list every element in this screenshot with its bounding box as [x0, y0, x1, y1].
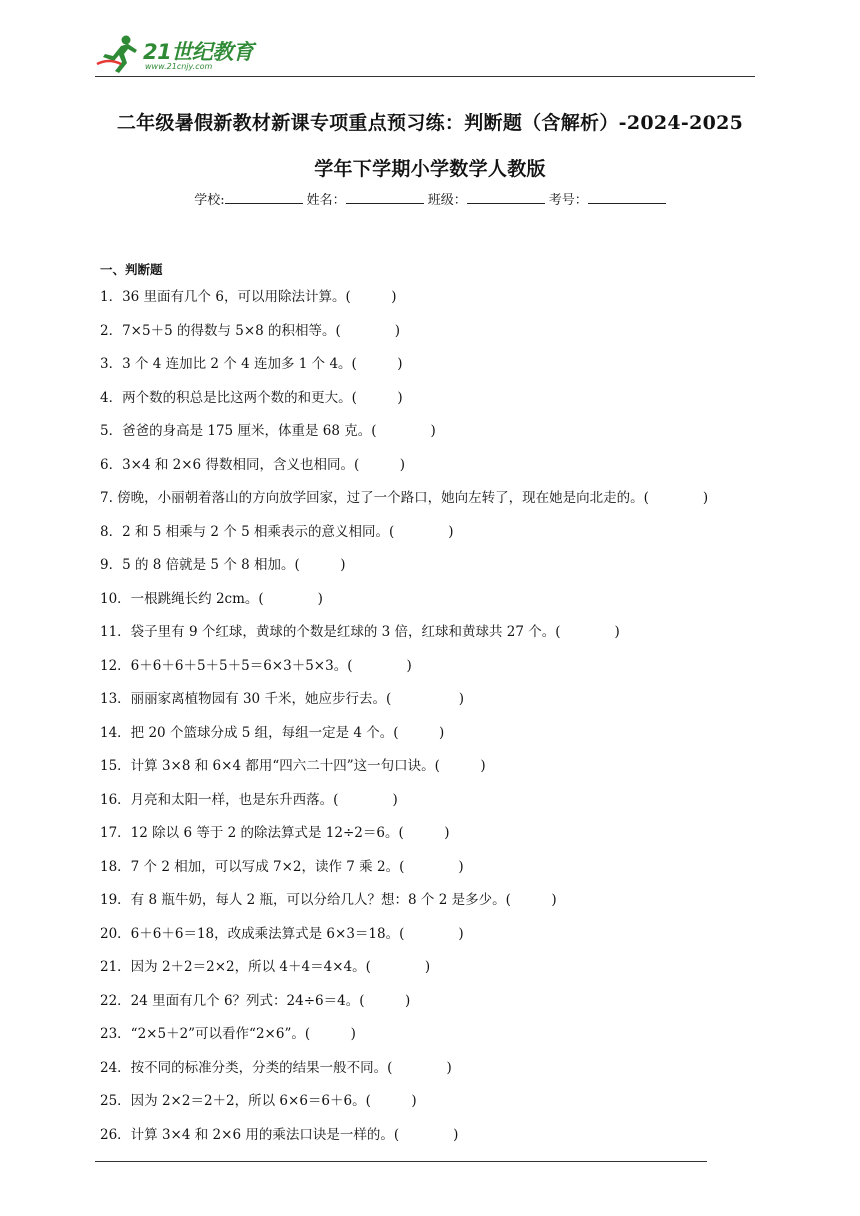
- runner-logo-icon: [95, 34, 143, 74]
- question-item: 25．因为 2×2＝2＋2，所以 6×6＝6＋6。( ): [100, 1093, 417, 1109]
- question-item: 23．“2×5＋2”可以看作“2×6”。( ): [100, 1026, 356, 1042]
- logo-text: 21世纪教育: [143, 40, 254, 64]
- question-item: 13．丽丽家离植物园有 30 千米，她应步行去。( ): [100, 691, 464, 707]
- question-item: 1．36 里面有几个 6，可以用除法计算。( ): [100, 289, 397, 305]
- school-label: 学校:: [194, 193, 225, 208]
- question-item: 17．12 除以 6 等于 2 的除法算式是 12÷2＝6。( ): [100, 825, 450, 841]
- question-item: 15．计算 3×8 和 6×4 都用“四六二十四”这一句口诀。( ): [100, 758, 486, 774]
- question-item: 14．把 20 个篮球分成 5 组，每组一定是 4 个。( ): [100, 724, 445, 741]
- question-item: 10．一根跳绳长约 2cm。( ): [100, 590, 323, 607]
- logo-url: www.21cnjy.com: [145, 62, 213, 71]
- student-info-line: [0, 189, 860, 208]
- question-list: [100, 282, 780, 1153]
- exam-number-blank[interactable]: [588, 190, 666, 204]
- question-item: 24．按不同的标准分类，分类的结果一般不同。( ): [100, 1059, 452, 1076]
- document-title: [60, 100, 800, 192]
- question-item: 12．6＋6＋6＋5＋5＋5＝6×3＋5×3。( ): [100, 657, 412, 674]
- question-item: 20．6＋6＋6＝18，改成乘法算式是 6×3＝18。( ): [100, 925, 464, 942]
- title-line-1: 二年级暑假新教材新课专项重点预习练：判断题（含解析）-2024-2025: [116, 112, 744, 134]
- section-heading: 一、判断题: [100, 262, 163, 277]
- title-line-2: 学年下学期小学数学人教版: [314, 158, 546, 180]
- question-item: 16．月亮和太阳一样，也是东升西落。( ): [100, 791, 398, 808]
- header-divider: [95, 76, 755, 77]
- question-item: 4．两个数的积总是比这两个数的和更大。( ): [100, 389, 403, 406]
- question-item: 18．7 个 2 相加，可以写成 7×2，读作 7 乘 2。( ): [100, 858, 464, 875]
- question-item: 19．有 8 瓶牛奶，每人 2 瓶，可以分给几人？想：8 个 2 是多少。( ): [100, 892, 557, 908]
- footer-divider: [95, 1161, 707, 1162]
- class-blank[interactable]: [467, 190, 545, 204]
- question-item: 5．爸爸的身高是 175 厘米，体重是 68 克。( ): [100, 423, 436, 439]
- question-item: 7. 傍晚，小丽朝着落山的方向放学回家，过了一个路口，她向左转了，现在她是向北走的。( ): [100, 490, 709, 506]
- question-item: 9．5 的 8 倍就是 5 个 8 相加。( ): [100, 557, 346, 573]
- name-blank[interactable]: [346, 190, 424, 204]
- school-blank[interactable]: [225, 190, 303, 204]
- question-item: 2．7×5＋5 的得数与 5×8 的积相等。( ): [100, 322, 401, 339]
- question-item: 8．2 和 5 相乘与 2 个 5 相乘表示的意义相同。( ): [100, 523, 454, 540]
- site-logo: [95, 38, 255, 78]
- exam-number-label: 考号：: [548, 193, 588, 208]
- question-item: 26．计算 3×4 和 2×6 用的乘法口诀是一样的。( ): [100, 1126, 459, 1143]
- question-item: 6．3×4 和 2×6 得数相同，含义也相同。( ): [100, 456, 405, 473]
- question-item: 11．袋子里有 9 个红球，黄球的个数是红球的 3 倍，红球和黄球共 27 个。( ): [100, 624, 620, 640]
- question-item: 3．3 个 4 连加比 2 个 4 连加多 1 个 4。( ): [100, 356, 403, 372]
- question-item: 22．24 里面有几个 6？列式：24÷6＝4。( ): [100, 992, 411, 1009]
- name-label: 姓名：: [306, 193, 346, 208]
- question-item: 21．因为 2＋2＝2×2，所以 4＋4＝4×4。( ): [100, 959, 431, 975]
- page-header: [0, 0, 860, 90]
- class-label: 班级：: [427, 193, 467, 208]
